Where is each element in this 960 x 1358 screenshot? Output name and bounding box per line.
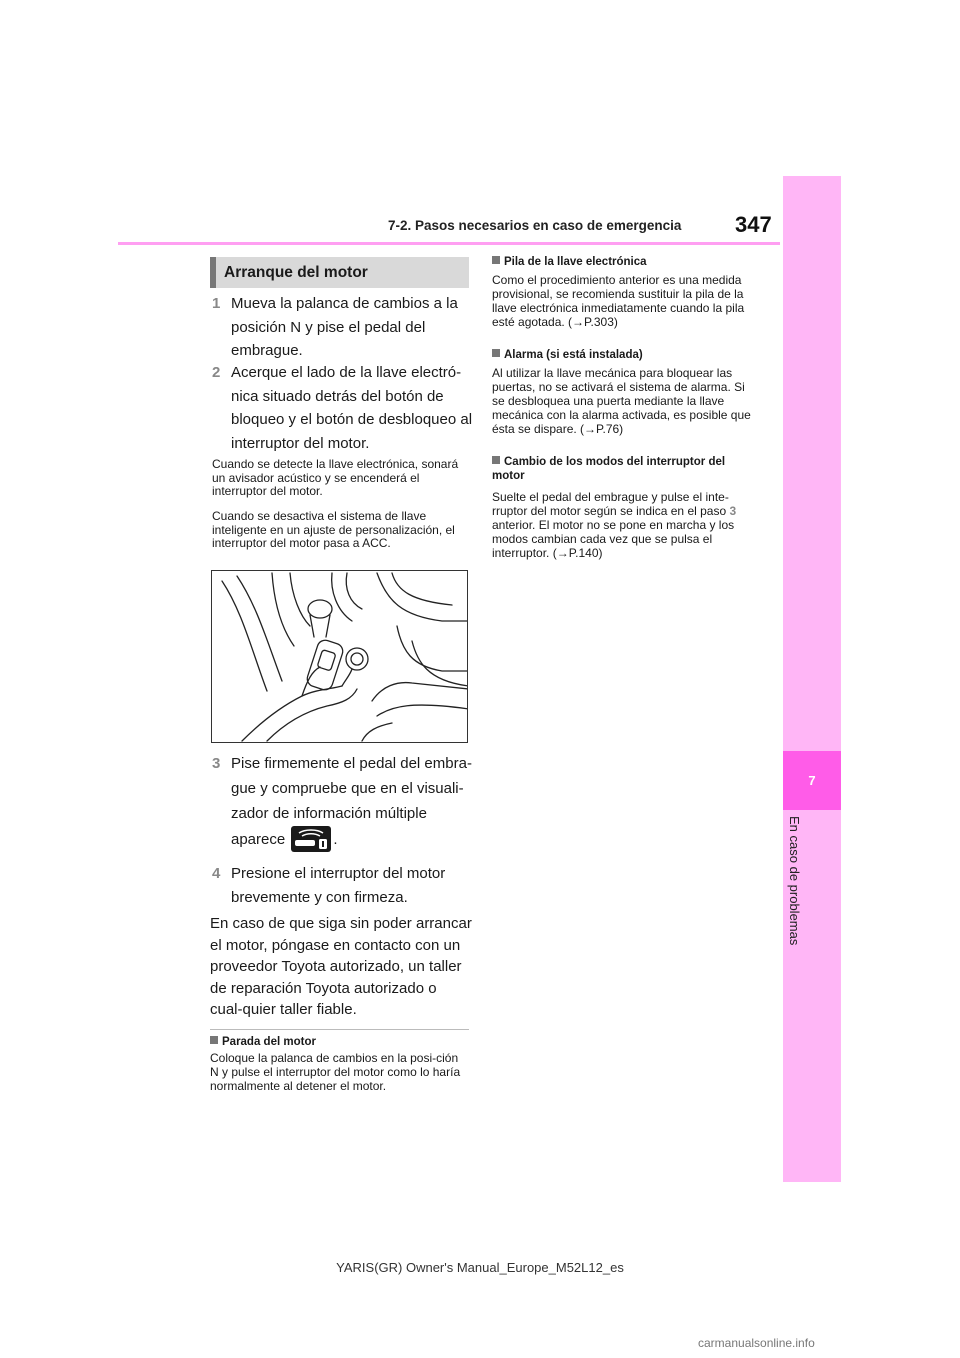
square-bullet-icon bbox=[492, 349, 500, 357]
note-title-key-battery: Pila de la llave electrónica bbox=[492, 255, 754, 269]
step-text: Acerque el lado de la llave electró-nica situado detrás del botón de bloqueo y el botón de desbloqueo al interruptor del motor. bbox=[231, 364, 473, 452]
section-header: 7-2. Pasos necesarios en caso de emergencia bbox=[388, 218, 682, 233]
note-body-engine-switch-modes: Suelte el pedal del embrague y pulse el inte-rruptor del motor según se indica en el paso 3 anterior. El motor no se pone en marcha y los modos cambian cada vez que se pulsa el interruptor. (→P.140) bbox=[492, 490, 737, 560]
note-title-alarm: Alarma (si está instalada) bbox=[492, 348, 754, 362]
hand-holding-key-near-engine-switch-illustration bbox=[212, 571, 468, 743]
note-body-alarm: Al utilizar la llave mecánica para bloquear las puertas, no se activará el sistema de alarma. Si se desbloquea una puerta mediante la llave mecánica con la alarma activada, es posible que ésta se dispare. (→P.76) bbox=[492, 366, 751, 436]
step-number: 4 bbox=[212, 865, 221, 882]
page-number: 347 bbox=[735, 212, 772, 237]
step-reference: 3 bbox=[729, 504, 737, 518]
step-number: 2 bbox=[212, 364, 221, 381]
chapter-number-tab[interactable] bbox=[783, 751, 841, 810]
square-bullet-icon bbox=[492, 456, 500, 464]
step-number: 3 bbox=[212, 755, 221, 772]
chapter-side-tab bbox=[783, 176, 841, 1182]
step-text: Pise firmemente el pedal del embra-gue y compruebe que en el visuali-zador de información múltiple aparece bbox=[231, 755, 472, 848]
divider bbox=[210, 1029, 469, 1030]
step-1 bbox=[212, 292, 474, 363]
smart-key-indicator-icon bbox=[291, 826, 331, 852]
note-title-engine-switch-modes: Cambio de los modos del interruptor del motor bbox=[492, 456, 726, 482]
step-text: Mueva la palanca de cambios a la posición N y pise el pedal del embrague. bbox=[231, 295, 458, 359]
note-title-stop-engine: Parada del motor bbox=[210, 1035, 470, 1049]
section-heading-text: Arranque del motor bbox=[224, 264, 368, 281]
section-heading bbox=[210, 257, 469, 288]
chapter-title: En caso de problemas bbox=[787, 816, 802, 946]
footer-manual-name: YARIS(GR) Owner's Manual_Europe_M52L12_es bbox=[336, 1260, 624, 1275]
step-4 bbox=[212, 862, 474, 909]
chapter-number: 7 bbox=[808, 773, 816, 788]
step-text: Presione el interruptor del motor brevemente y con firmeza. bbox=[231, 865, 446, 906]
square-bullet-icon bbox=[492, 256, 500, 264]
note-body-key-battery: Como el procedimiento anterior es una medida provisional, se recomienda sustituir la pila de la llave electrónica inmediatamente cuando la pila esté agotada. (→P.303) bbox=[492, 273, 745, 329]
watermark: carmanualsonline.info bbox=[698, 1336, 815, 1350]
note-body-stop-engine: Coloque la palanca de cambios en la posi-ción N y pulse el interruptor del motor como lo haría normalmente al detener el motor. bbox=[210, 1051, 461, 1093]
header-rule bbox=[118, 242, 780, 245]
step-2 bbox=[212, 361, 474, 455]
step-number: 1 bbox=[212, 295, 221, 312]
square-bullet-icon bbox=[210, 1036, 218, 1044]
figure-key-to-engine-switch bbox=[211, 570, 468, 743]
contact-dealer-paragraph: En caso de que siga sin poder arrancar el motor, póngase en contacto con un proveedor Toyota autorizado, un taller de reparación Toyota autorizado o cual-quier taller fiable. bbox=[210, 915, 472, 1018]
note-smart-key-disabled: Cuando se desactiva el sistema de llave inteligente en un ajuste de personalización, el interruptor del motor pasa a ACC. bbox=[212, 509, 455, 550]
step-3 bbox=[212, 751, 474, 852]
note-detect-key: Cuando se detecte la llave electrónica, sonará un avisador acústico y se encenderá el interruptor del motor. bbox=[212, 457, 459, 498]
step-text-end: . bbox=[333, 831, 338, 848]
